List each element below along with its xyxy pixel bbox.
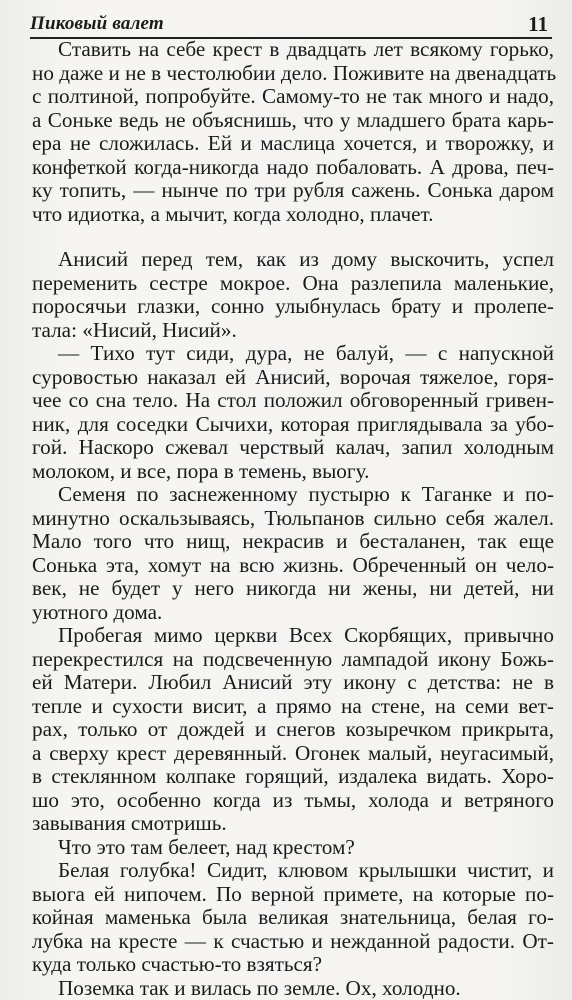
text-line: а Соньке ведь не объяснишь, что у младшего брата карь- — [32, 107, 554, 132]
paragraph — [32, 977, 554, 1000]
paragraph — [32, 248, 554, 342]
text-line: в стеклянном колпаке горящий, издалека видать. Хоро- — [32, 764, 554, 788]
text-line: ера не сложилась. Ей и маслица хочется, и творожку, и — [32, 131, 554, 155]
text-line: выога ей нипочем. По верной примете, на которые по- — [32, 881, 554, 906]
text-line: перекрестился на подсвеченную лампадой икону Божь- — [32, 646, 554, 671]
text-line: Мало того что нищ, некрасив и бесталанен, так еще — [32, 529, 554, 553]
text-line: переменить сестре мокрое. Она разлепила маленькие, — [32, 270, 554, 295]
text-line: Ставить на себе крест в двадцать лет всякому горько, — [58, 37, 554, 61]
body-text — [32, 37, 557, 1000]
text-line: койная маменька была великая знательница, белая го- — [32, 905, 554, 929]
text-line: лубка на кресте — к счастью и нежданной радости. От- — [32, 928, 554, 953]
paragraph — [32, 342, 554, 483]
text-line: — Тихо тут сиди, дура, не балуй, — с напускной — [58, 341, 554, 365]
text-line: конфеткой когда-никогда надо побаловать. А дрова, печ- — [32, 154, 554, 179]
text-line: гой. Наскоро сжевал черствый калач, запил холодным — [32, 435, 554, 459]
text-line: куда только счастью-то взяться? — [32, 952, 323, 976]
text-line: а сверху крест деревянный. Огонек малый, неугасимый, — [32, 740, 554, 765]
paragraph — [32, 859, 554, 977]
text-line: Поземка так и вилась по земле. Ох, холодно. — [58, 975, 461, 1000]
text-line: ку топить, — нынче по три рубля сажень. Сонька даром — [32, 178, 554, 202]
text-line: суровостью наказал ей Анисий, ворочая тяжелое, горя- — [32, 364, 554, 389]
paragraph — [32, 37, 557, 226]
text-line: уютного дома. — [32, 599, 163, 624]
text-line: ей Матери. Любил Анисий эту икону с детства: не в — [32, 670, 554, 694]
text-line: Сонька эта, хомут на всю жизнь. Обреченный он чело- — [32, 552, 554, 577]
paragraph — [32, 836, 554, 860]
text-line: ник, для соседки Сычихи, которая приглядывала за убо- — [32, 411, 554, 436]
running-title: Пиковый валет — [30, 13, 164, 34]
text-line: тала: «Нисий, Нисий». — [32, 317, 237, 342]
text-line: Что это там белеет, над крестом? — [58, 834, 355, 859]
text-line: Анисий перед тем, как из дому выскочить, успел — [58, 247, 554, 271]
text-line: завывания смотришь. — [32, 811, 227, 835]
text-line: шо это, особенно когда из тьмы, холода и ветряного — [32, 787, 554, 812]
text-line: Белая голубка! Сидит, клювом крылышки чистит, и — [58, 858, 554, 882]
text-line: век, не будет у него никогда ни жены, ни детей, ни — [32, 576, 554, 600]
text-line: поросячьи глазки, сонно улыбнулась брату и пролепе- — [32, 294, 554, 318]
text-line: тепле и сухости висит, а прямо на стене, на семи вет- — [32, 693, 554, 718]
text-line: рах, только от дождей и снегов козыречком прикрыта, — [32, 717, 554, 741]
page-header — [30, 11, 552, 37]
text-line: Семеня по заснеженному пустырю к Таганке и по- — [58, 482, 554, 506]
page-number: 11 — [528, 12, 548, 36]
text-line: чее со сна тело. На стол положил обговоренный гривен- — [32, 388, 554, 412]
text-line: но даже и не в честолюбии дело. Поживите на двенадцать — [32, 60, 557, 85]
paragraph — [32, 624, 554, 836]
text-line: Пробегая мимо церкви Всех Скорбящих, привычно — [58, 623, 554, 647]
text-line: что идиотка, а мычит, когда холодно, плачет. — [32, 201, 434, 226]
text-line: молоком, и все, пора в темень, выогу. — [32, 458, 370, 483]
text-line: минутно оскальзываясь, Тюльпанов сильно себя жалел. — [32, 505, 554, 530]
text-line: с полтиной, попробуйте. Самому-то не так много и надо, — [32, 84, 554, 108]
paragraph — [32, 483, 554, 624]
